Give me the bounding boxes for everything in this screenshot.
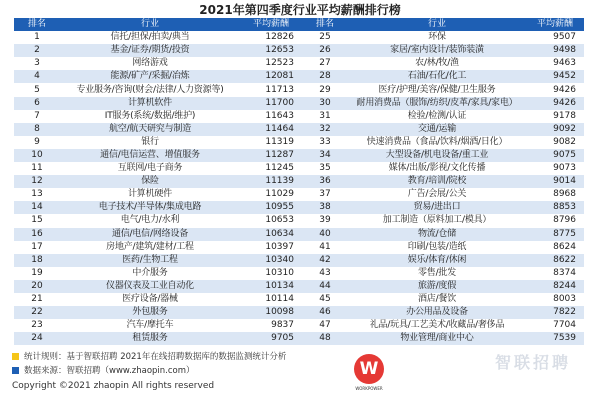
- header-salary: 平均薪酬: [240, 18, 302, 31]
- rank-cell: 47: [302, 319, 348, 332]
- salary-cell: 10098: [240, 306, 302, 319]
- salary-cell: 10653: [240, 214, 302, 227]
- table-row: [14, 214, 584, 227]
- rank-cell: 22: [14, 306, 60, 319]
- rank-cell: 32: [302, 123, 348, 136]
- table-row: [14, 149, 584, 162]
- industry-cell: 医疗设备/器械: [60, 293, 240, 306]
- rank-cell: 4: [14, 70, 60, 83]
- industry-cell: 物业管理/商业中心: [348, 332, 526, 345]
- header-industry: 行业: [60, 18, 240, 31]
- salary-cell: 9452: [526, 70, 584, 83]
- salary-cell: 12826: [240, 31, 302, 44]
- rank-cell: 19: [14, 267, 60, 280]
- copyright-text: Copyright ©2021 zhaopin All rights reserved: [12, 381, 215, 391]
- salary-cell: 9092: [526, 123, 584, 136]
- legend-square-yellow: [12, 353, 19, 360]
- salary-cell: 7822: [526, 306, 584, 319]
- industry-cell: 租赁服务: [60, 332, 240, 345]
- industry-cell: 互联网/电子商务: [60, 162, 240, 175]
- salary-cell: 8622: [526, 254, 584, 267]
- salary-cell: 12523: [240, 57, 302, 70]
- industry-cell: 农/林/牧/渔: [348, 57, 526, 70]
- rank-cell: 44: [302, 280, 348, 293]
- table-row: [14, 44, 584, 57]
- data-source-text: 数据来源：智联招聘（www.zhaopin.com）: [24, 366, 195, 376]
- rank-cell: 45: [302, 293, 348, 306]
- rank-cell: 3: [14, 57, 60, 70]
- industry-cell: 基金/证券/期货/投资: [60, 44, 240, 57]
- rank-cell: 43: [302, 267, 348, 280]
- rank-cell: 18: [14, 254, 60, 267]
- rank-cell: 2: [14, 44, 60, 57]
- industry-cell: 礼品/玩具/工艺美术/收藏品/奢侈品: [348, 319, 526, 332]
- table-row: [14, 280, 584, 293]
- industry-cell: 汽车/摩托车: [60, 319, 240, 332]
- rank-cell: 28: [302, 70, 348, 83]
- table-row: [14, 57, 584, 70]
- industry-cell: 医疗/护理/美容/保健/卫生服务: [348, 83, 526, 96]
- table-row: [14, 293, 584, 306]
- industry-cell: 旅游/度假: [348, 280, 526, 293]
- industry-cell: 办公用品及设备: [348, 306, 526, 319]
- industry-cell: 通信/电信运营、增值服务: [60, 149, 240, 162]
- industry-cell: 大型设备/机电设备/重工业: [348, 149, 526, 162]
- rank-cell: 12: [14, 175, 60, 188]
- salary-cell: 12081: [240, 70, 302, 83]
- rank-cell: 38: [302, 201, 348, 214]
- industry-cell: 房地产/建筑/建材/工程: [60, 241, 240, 254]
- rank-cell: 5: [14, 83, 60, 96]
- rank-cell: 6: [14, 97, 60, 110]
- salary-cell: 11287: [240, 149, 302, 162]
- industry-cell: 航空/航天研究与制造: [60, 123, 240, 136]
- salary-cell: 9073: [526, 162, 584, 175]
- salary-cell: 8775: [526, 228, 584, 241]
- salary-cell: 10310: [240, 267, 302, 280]
- industry-cell: 仪器仪表及工业自动化: [60, 280, 240, 293]
- salary-cell: 10114: [240, 293, 302, 306]
- salary-cell: 12653: [240, 44, 302, 57]
- rank-cell: 1: [14, 31, 60, 44]
- industry-cell: 中介服务: [60, 267, 240, 280]
- rank-cell: 23: [14, 319, 60, 332]
- rank-cell: 16: [14, 228, 60, 241]
- rank-cell: 8: [14, 123, 60, 136]
- industry-cell: 信托/担保/拍卖/典当: [60, 31, 240, 44]
- stat-rule-line: [12, 350, 372, 364]
- industry-cell: 网络游戏: [60, 57, 240, 70]
- data-source-line: [12, 364, 372, 378]
- zhaopin-watermark: 智联招聘: [494, 353, 571, 372]
- industry-cell: 酒店/餐饮: [348, 293, 526, 306]
- rank-cell: 20: [14, 280, 60, 293]
- table-row: [14, 228, 584, 241]
- table-row: [14, 123, 584, 136]
- salary-cell: 9498: [526, 44, 584, 57]
- industry-cell: 媒体/出版/影视/文化传播: [348, 162, 526, 175]
- rank-cell: 37: [302, 188, 348, 201]
- industry-cell: 石油/石化/化工: [348, 70, 526, 83]
- salary-cell: 11713: [240, 83, 302, 96]
- industry-cell: 娱乐/体育/休闲: [348, 254, 526, 267]
- salary-cell: 11139: [240, 175, 302, 188]
- industry-cell: 耐用消费品（服饰/纺织/皮革/家具/家电）: [348, 97, 526, 110]
- industry-cell: 家居/室内设计/装饰装潢: [348, 44, 526, 57]
- industry-cell: 电子技术/半导体/集成电路: [60, 201, 240, 214]
- salary-cell: 11245: [240, 162, 302, 175]
- industry-cell: 专业服务/咨询(财会/法律/人力资源等): [60, 83, 240, 96]
- salary-cell: 10340: [240, 254, 302, 267]
- salary-cell: 11029: [240, 188, 302, 201]
- rank-cell: 15: [14, 214, 60, 227]
- table-row: [14, 306, 584, 319]
- industry-cell: 能源/矿产/采掘/冶炼: [60, 70, 240, 83]
- rank-cell: 30: [302, 97, 348, 110]
- rank-cell: 29: [302, 83, 348, 96]
- industry-cell: 贸易/进出口: [348, 201, 526, 214]
- rank-cell: 9: [14, 136, 60, 149]
- salary-cell: 8244: [526, 280, 584, 293]
- salary-cell: 9075: [526, 149, 584, 162]
- table-row: [14, 162, 584, 175]
- salary-cell: 11464: [240, 123, 302, 136]
- rank-cell: 25: [302, 31, 348, 44]
- table-row: [14, 201, 584, 214]
- salary-cell: 11643: [240, 110, 302, 123]
- salary-cell: 8853: [526, 201, 584, 214]
- industry-cell: 外包服务: [60, 306, 240, 319]
- rank-cell: 26: [302, 44, 348, 57]
- table-row: [14, 136, 584, 149]
- header-rank: 排名: [302, 18, 348, 31]
- rank-cell: 21: [14, 293, 60, 306]
- table-row: [14, 70, 584, 83]
- rank-cell: 42: [302, 254, 348, 267]
- industry-cell: 快速消费品（食品/饮料/烟酒/日化）: [348, 136, 526, 149]
- industry-cell: 交通/运输: [348, 123, 526, 136]
- header-salary: 平均薪酬: [526, 18, 584, 31]
- rank-cell: 31: [302, 110, 348, 123]
- salary-cell: 9463: [526, 57, 584, 70]
- salary-cell: 9014: [526, 175, 584, 188]
- table-row: [14, 97, 584, 110]
- salary-cell: 8968: [526, 188, 584, 201]
- salary-cell: 11700: [240, 97, 302, 110]
- rank-cell: 10: [14, 149, 60, 162]
- industry-cell: 加工制造（原料加工/模具）: [348, 214, 526, 227]
- salary-cell: 8003: [526, 293, 584, 306]
- rank-cell: 14: [14, 201, 60, 214]
- rank-cell: 27: [302, 57, 348, 70]
- salary-cell: 9837: [240, 319, 302, 332]
- table-row: [14, 254, 584, 267]
- industry-cell: 零售/批发: [348, 267, 526, 280]
- rank-cell: 35: [302, 162, 348, 175]
- table-row: [14, 31, 584, 44]
- rank-cell: 36: [302, 175, 348, 188]
- salary-cell: 9082: [526, 136, 584, 149]
- industry-cell: 通信/电信/网络设备: [60, 228, 240, 241]
- industry-cell: 计算机硬件: [60, 188, 240, 201]
- table-row: [14, 267, 584, 280]
- stat-rule-text: 统计规则：基于智联招聘 2021年在线招聘数据库的数据监测统计分析: [24, 352, 287, 362]
- salary-cell: 9705: [240, 332, 302, 345]
- rank-cell: 24: [14, 332, 60, 345]
- salary-cell: 8796: [526, 214, 584, 227]
- industry-cell: 保险: [60, 175, 240, 188]
- industry-cell: IT服务(系统/数据/维护): [60, 110, 240, 123]
- industry-cell: 计算机软件: [60, 97, 240, 110]
- table-row: [14, 332, 584, 345]
- rank-cell: 13: [14, 188, 60, 201]
- rank-cell: 17: [14, 241, 60, 254]
- industry-cell: 印刷/包装/造纸: [348, 241, 526, 254]
- salary-ranking-table: [14, 18, 584, 345]
- industry-cell: 教育/培训/院校: [348, 175, 526, 188]
- header-rank: 排名: [14, 18, 60, 31]
- table-row: [14, 83, 584, 96]
- rank-cell: 34: [302, 149, 348, 162]
- table-row: [14, 319, 584, 332]
- salary-cell: 7539: [526, 332, 584, 345]
- footer-notes: [12, 350, 372, 378]
- rank-cell: 46: [302, 306, 348, 319]
- workpower-logo-icon: W: [354, 354, 384, 384]
- salary-cell: 9178: [526, 110, 584, 123]
- legend-square-blue: [12, 367, 19, 374]
- salary-cell: 8374: [526, 267, 584, 280]
- rank-cell: 33: [302, 136, 348, 149]
- table-body: [14, 31, 584, 345]
- salary-cell: 11319: [240, 136, 302, 149]
- industry-cell: 广告/会展/公关: [348, 188, 526, 201]
- salary-cell: 9426: [526, 97, 584, 110]
- salary-cell: 8624: [526, 241, 584, 254]
- rank-cell: 40: [302, 228, 348, 241]
- workpower-logo-caption: WORKPOWER: [355, 386, 383, 391]
- salary-cell: 10397: [240, 241, 302, 254]
- table-row: [14, 188, 584, 201]
- salary-cell: 10955: [240, 201, 302, 214]
- table-row: [14, 175, 584, 188]
- rank-cell: 11: [14, 162, 60, 175]
- industry-cell: 检验/检测/认证: [348, 110, 526, 123]
- rank-cell: 39: [302, 214, 348, 227]
- industry-cell: 银行: [60, 136, 240, 149]
- industry-cell: 环保: [348, 31, 526, 44]
- salary-cell: 10134: [240, 280, 302, 293]
- salary-cell: 9507: [526, 31, 584, 44]
- salary-cell: 7704: [526, 319, 584, 332]
- rank-cell: 48: [302, 332, 348, 345]
- table-header-row: [14, 18, 584, 31]
- page-title: 2021年第四季度行业平均薪酬排行榜: [199, 3, 401, 17]
- table-row: [14, 110, 584, 123]
- industry-cell: 医药/生物工程: [60, 254, 240, 267]
- rank-cell: 7: [14, 110, 60, 123]
- industry-cell: 电气/电力/水利: [60, 214, 240, 227]
- table-row: [14, 241, 584, 254]
- industry-cell: 物流/仓储: [348, 228, 526, 241]
- salary-cell: 9426: [526, 83, 584, 96]
- rank-cell: 41: [302, 241, 348, 254]
- salary-cell: 10634: [240, 228, 302, 241]
- header-industry: 行业: [348, 18, 526, 31]
